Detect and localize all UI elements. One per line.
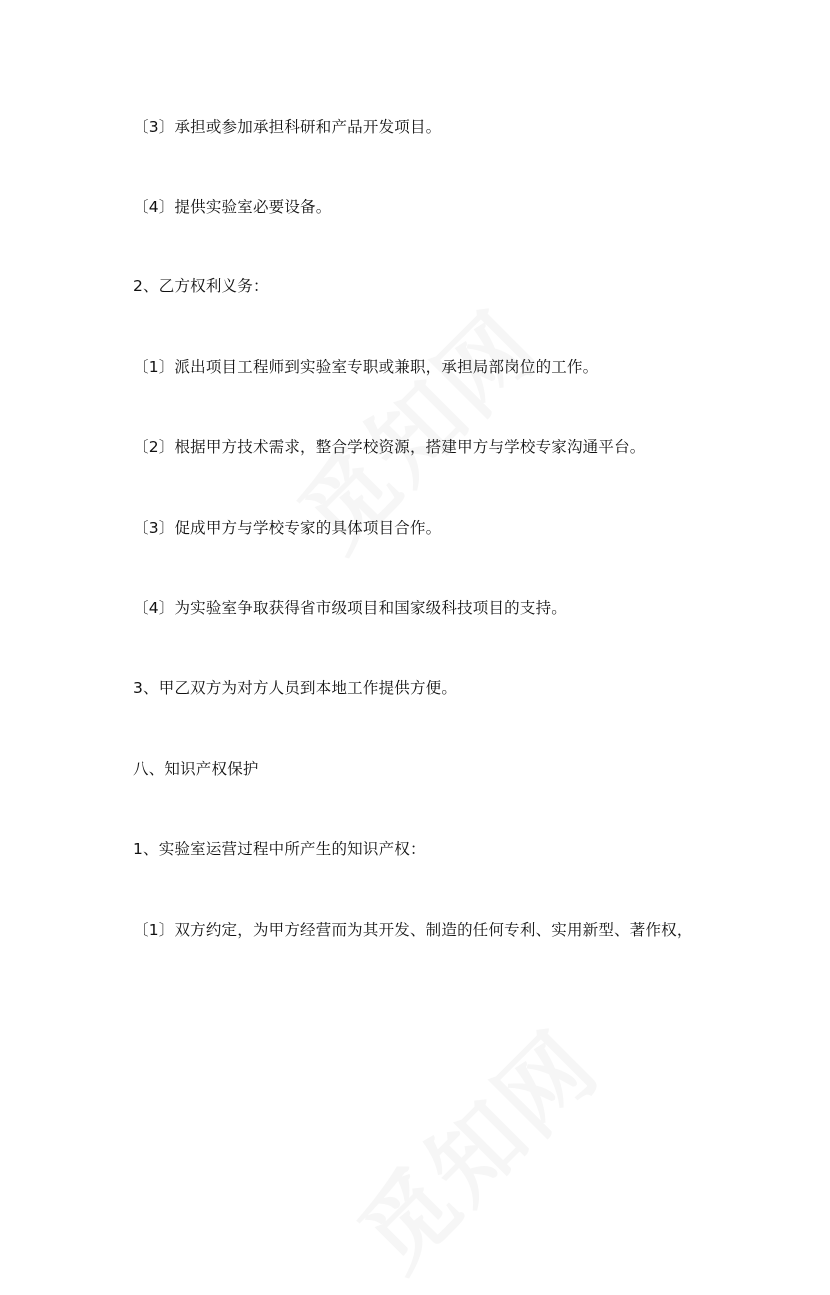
section-item-1: 1、实验室运营过程中所产生的知识产权： [133,840,426,858]
chapter-heading: 八、知识产权保护 [133,760,259,778]
paragraph-item-4: 〔4〕为实验室争取获得省市级项目和国家级科技项目的支持。 [133,599,567,617]
paragraph-item-3: 〔3〕承担或参加承担科研和产品开发项目。 [133,118,442,136]
watermark [326,998,623,1295]
section-item-3: 3、甲乙双方为对方人员到本地工作提供方便。 [133,679,458,697]
paragraph-item-1: 〔1〕双方约定，为甲方经营而为其开发、制造的任何专利、实用新型、著作权， [133,921,693,939]
section-heading-party-b: 2、乙方权利义务： [133,277,269,295]
paragraph-item-2: 〔2〕根据甲方技术需求，整合学校资源，搭建甲方与学校专家沟通平台。 [133,438,646,456]
paragraph-item-1: 〔1〕派出项目工程师到实验室专职或兼职，承担局部岗位的工作。 [133,358,599,376]
paragraph-item-3: 〔3〕促成甲方与学校专家的具体项目合作。 [133,519,442,537]
paragraph-item-4: 〔4〕提供实验室必要设备。 [133,198,332,216]
